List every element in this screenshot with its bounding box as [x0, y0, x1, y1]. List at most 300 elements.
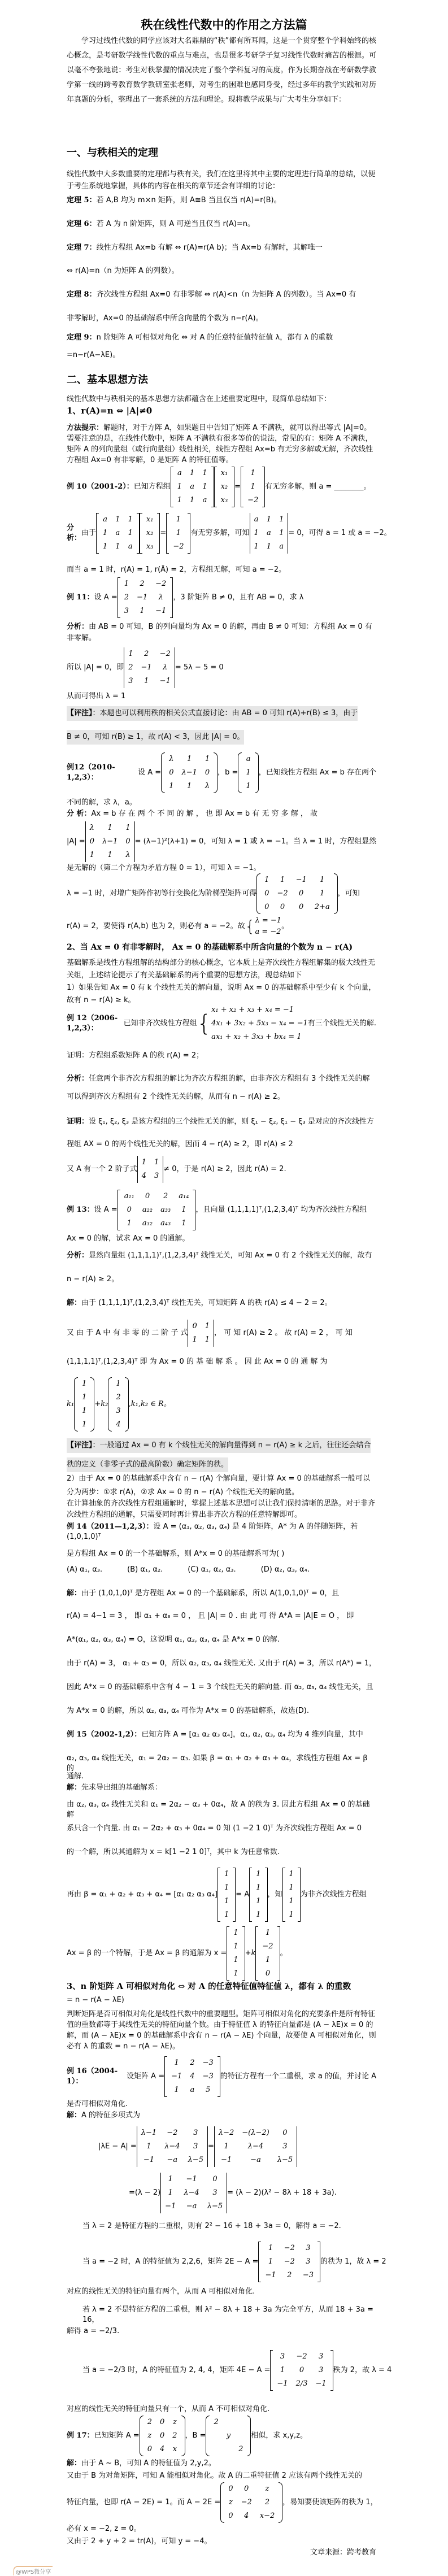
- text: 通解.: [67, 1772, 84, 1781]
- text: 对应的线性无关的特征向量有两个，从而 A 可相似对角化.: [67, 2287, 255, 2296]
- text: = A: [236, 1890, 250, 1899]
- wps-watermark: @WPS微分享: [14, 2566, 53, 2575]
- theorem-9-label: 定理 9：: [67, 333, 97, 342]
- comment-2b: [67, 1457, 376, 1472]
- matrix-cell: 1: [128, 650, 133, 658]
- point-2-note: 在计算抽象的齐次线性方程组通解时，掌握上述基本思想可以让我们保持清晰的思路。对于非齐次线性方程组的通解，只需要同时再计算出非齐次方程的任意特解即可。: [67, 1499, 376, 1519]
- determinant: [124, 647, 175, 688]
- example-13-label: 例 13：: [67, 1206, 94, 1214]
- matrix: [258, 2242, 320, 2282]
- matrix-cell: −1: [295, 876, 307, 884]
- matrix-cell: λ−5: [277, 2156, 293, 2164]
- text: 已知非齐次线性方程组: [123, 1019, 197, 1028]
- text: 由于: [81, 529, 97, 537]
- text: 设 A = (α₁, α₂, α₃, α₄) 是 4 阶矩阵，A* 为 A 的伴随矩阵，若 (1,0,1,0)ᵀ: [67, 1522, 358, 1541]
- matrix-cell: 1: [82, 1420, 87, 1429]
- text: k₁: [67, 1400, 75, 1408]
- matrix-cell: 1: [174, 2059, 179, 2067]
- theorem-9-text-a: n 阶矩阵 A 可相似对角化 ⇔ 对 A 的任意特征值特征值 λ，都有 λ 的重数: [96, 333, 333, 342]
- matrix-cell: 3: [124, 607, 129, 615]
- matrix: [171, 467, 214, 507]
- method-tip-label: 方法提示：: [67, 424, 104, 432]
- matrix-cell: 2: [124, 593, 129, 602]
- point-3-heading: 3、n 阶矩阵 A 可相似对角化 ⇔ 对 A 的任意特征值特征值 λ，都有 λ 的重数: [67, 1982, 351, 1991]
- theorem-8-text-a: 齐次线性方程组 Ax=0 有非零解 ⇔ r(A)<n（n 为矩阵 A 的列数）。当 Ax=0 有: [96, 290, 356, 299]
- text: ,k₁,k₂ ∈ R。: [128, 1400, 171, 1408]
- text: Ax = b 存 在 两 个 不 同 的 解 ， 也 即 Ax = b 有 无 穷 多 解 ， 故: [91, 810, 318, 818]
- example-16: [67, 2056, 376, 2097]
- text: ，可知: [337, 889, 360, 898]
- matrix-cell: 1: [289, 1897, 294, 1905]
- matrix-cell: −2: [167, 2129, 178, 2137]
- matrix-cell: 1: [168, 2175, 173, 2183]
- matrix-cell: λ: [89, 824, 94, 832]
- matrix-cell: −2: [284, 2257, 295, 2266]
- vector: [282, 1868, 301, 1922]
- matrix-cell: 4: [141, 1172, 146, 1180]
- determinant: [250, 513, 289, 554]
- determinant: [137, 1156, 164, 1183]
- matrix-cell: 1: [154, 1158, 159, 1167]
- matrix-cell: 0: [282, 2129, 288, 2137]
- example-12-label: 例12（2010-1,2,3）：: [67, 763, 115, 782]
- matrix-cell: a₄₃: [160, 1219, 171, 1228]
- text: |A| =: [67, 837, 85, 846]
- matrix-cell: 1: [250, 469, 255, 477]
- text: 由 α₂, α₃, α₄ 线性无关和 α₁ = 2α₂ − α₃ + 0α₄，故 A 的秩为 3. 因此方程组 Ax = 0 的基础解: [67, 1800, 370, 1819]
- matrix-cell: 1: [128, 529, 133, 537]
- example-10-analysis-2: 而当 a = 1 时，r(A) = 1, r(Ā) = 2，方程组无解，可知 a = −2。: [67, 565, 286, 574]
- text: 。: [281, 922, 289, 930]
- example-11-analysis-2: [67, 647, 376, 688]
- matrix-cell: −a: [167, 2156, 178, 2164]
- matrix-cell: x₃: [146, 542, 154, 551]
- text: +k: [245, 1949, 256, 1957]
- theorem-9-text-b: =n−r(A−λE)。: [67, 351, 120, 359]
- matrix-cell: 1: [224, 1911, 229, 1919]
- section-2-heading: 二、基本思想方法: [67, 374, 148, 386]
- example-16-label: 例 16（2004-1）：: [67, 2067, 118, 2086]
- text: 设 A =: [94, 593, 118, 602]
- matrix-cell: x₂: [220, 482, 228, 491]
- text: 的一个解，所以其通解为 x = k[1 −2 1 0]ᵀ，其中 k 为任意常数.: [67, 1848, 280, 1856]
- text: 又 由 于 A 中 有 非 零 的 二 阶 子 式: [67, 1329, 188, 1337]
- matrix-cell: 1: [116, 1380, 121, 1388]
- matrix-cell: 1: [280, 876, 285, 884]
- matrix: [140, 2416, 185, 2456]
- matrix-cell: 1: [233, 1942, 238, 1951]
- text: 为 A*x = 0 的解，所以 α₂, α₃, α₄ 可作为 A*x = 0 的基础解系，故选(D).: [67, 1707, 309, 1715]
- text: 必有 x = −2, z = 0。: [67, 2525, 141, 2533]
- matrix-cell: a: [254, 515, 259, 524]
- analysis-label: 分析：: [67, 524, 82, 542]
- matrix-cell: a: [103, 515, 108, 524]
- matrix-cell: −1: [165, 2202, 176, 2211]
- matrix-cell: 0: [244, 2484, 249, 2493]
- matrix-cell: 1: [246, 782, 251, 790]
- matrix-cell: 1: [254, 529, 259, 537]
- proof-label: 证明：: [67, 1117, 89, 1126]
- matrix-cell: 1: [279, 529, 284, 537]
- matrix-cell: λ−4: [247, 2142, 264, 2151]
- text: 又 A 有一个 2 阶子式: [67, 1165, 137, 1173]
- matrix-cell: 1: [265, 1929, 271, 1937]
- example-10-tail: 有无穷多解，则 a = ________。: [265, 482, 371, 491]
- text: 若 λ = 2 不是特征方程的二重根，则 λ² − 8λ + 18 + 3a 为完全平方，从而 18 + 3a = 16，: [82, 2305, 373, 2324]
- text: 又由于 2 + y + 2 = tr(A)，可知 y = −4。: [67, 2537, 212, 2545]
- matrix-cell: 3: [193, 2142, 198, 2151]
- theorem-5-text: 若 A,B 均为 m×n 矩阵，则 A≅B 当且仅当 r(A)=r(B)。: [96, 196, 281, 204]
- matrix-cell: λ: [169, 755, 174, 763]
- text: A 的特征多项式为: [81, 2111, 141, 2120]
- matrix-cell: a: [190, 2086, 195, 2094]
- matrix-cell: 1: [124, 580, 129, 588]
- matrix-cell: z: [265, 2484, 269, 2493]
- option-c: (C) α₁, α₂, α₃.: [188, 1565, 236, 1574]
- text: ，且向量 (1,1,1,1)ᵀ,(1,2,3,4)ᵀ 均为齐次线性方程组: [195, 1206, 367, 1214]
- matrix-cell: a: [202, 496, 207, 504]
- matrix-cell: 0: [169, 768, 174, 777]
- matrix-cell: 1: [187, 782, 192, 790]
- text: Ax = β 的一个特解，于是 Ax = β 的通解为 x =: [67, 1949, 227, 1957]
- matrix-cell: x₃: [220, 496, 228, 504]
- matrix-cell: 1: [82, 1407, 87, 1415]
- matrix-cell: x−2: [259, 2512, 275, 2520]
- vector: [166, 513, 190, 554]
- matrix-cell: 1: [187, 755, 192, 763]
- matrix-cell: 1: [103, 542, 108, 551]
- solution-label: 解：: [67, 2459, 82, 2468]
- comment-1: [67, 706, 376, 721]
- matrix-cell: 2: [172, 2431, 177, 2440]
- matrix-cell: 1: [224, 1870, 229, 1878]
- matrix-cell: λ−4: [184, 2188, 199, 2197]
- matrix-cell: −2: [277, 889, 288, 898]
- example-11-analysis: [67, 621, 376, 644]
- matrix-cell: −3: [202, 2059, 214, 2067]
- matrix-cell: 1: [233, 1956, 238, 1964]
- example-12b-proof-2: [67, 1156, 376, 1183]
- text: = 0，可得 a = 1 或 a = −2。: [288, 529, 392, 537]
- matrix-cell: 1: [140, 607, 145, 615]
- matrix-cell: a₃₂: [142, 1219, 153, 1228]
- comment-2: [67, 1438, 376, 1453]
- matrix-cell: [223, 2416, 234, 2429]
- matrix-cell: 3: [128, 677, 133, 685]
- point-3-heading-2: = n − r(A − λE): [67, 1996, 124, 2004]
- matrix-cell: −2: [241, 2498, 252, 2507]
- matrix-cell: 1: [264, 876, 269, 884]
- matrix-cell: 1: [143, 677, 149, 685]
- matrix-cell: 4: [159, 2445, 165, 2453]
- matrix-cell: −1: [136, 593, 148, 602]
- example-12-analysis-3: [67, 873, 376, 914]
- matrix-cell: 0: [159, 2431, 165, 2440]
- solution-label: 解：: [67, 2111, 82, 2120]
- text: 。: [280, 1949, 288, 1957]
- point-3-intro: 判断矩阵是否可相似对角化是线性代数中的重要题型。矩阵可相似对角化的充要条件是所有特征值的重数都等于其线性无关的特征向量个数。由于特征值 λ 的特征向量都是 (A − λE)x = 0 的解，而 (A − λE)x = 0 的基础解系中含有 n − r(A − λE) 个向量，故要使 A 可相似对角化，则必有 λ 的重数 = n − r(A − λE)。: [67, 2010, 376, 2051]
- text: 设矩阵 A =: [127, 2072, 165, 2081]
- text: λ = −1: [255, 916, 282, 925]
- theorem-8-text-b: 非零解时，Ax=0 的基础解系中所含向量的个数为 n−r(A)。: [67, 314, 263, 323]
- matrix-cell: 2: [143, 650, 149, 658]
- analysis-label: 分析：: [67, 1251, 89, 1260]
- matrix: [161, 752, 218, 793]
- text: r(A) = 2，要使得 r(A,b) 也为 2，则必有 a = −2。故: [67, 922, 245, 930]
- matrix-cell: 2: [147, 2418, 152, 2426]
- analysis-label: 分析：: [67, 1074, 89, 1083]
- section-1-intro: 线性代数中大多数重要的定理都与秩有关，我们在这里将其中主要的定理进行简单的总结，以便于考生系统地掌握，具体的内容在相关的章节还会有详细的讨论：: [67, 170, 376, 190]
- matrix-cell: 2: [140, 580, 145, 588]
- matrix-cell: z: [172, 2418, 177, 2426]
- matrix-cell: −1: [159, 677, 171, 685]
- matrix-cell: 1: [89, 851, 94, 859]
- matrix-cell: −1: [220, 2156, 232, 2164]
- example-10-label: 例 10（2001-2）：: [67, 482, 134, 491]
- matrix-cell: x₁: [146, 515, 154, 524]
- matrix-cell: 3: [212, 2188, 218, 2197]
- matrix-cell: 3: [154, 1172, 159, 1180]
- matrix-cell: 3: [306, 2244, 311, 2252]
- intro-paragraph: 学习过线性代数的同学应该对大名鼎鼎的“秩”都有所耳闻，这是一个贯穿整个学科始终的核心概念，是考研数学线性代数的重点与难点，也是很多考研学子复习线性代数时痛苦的根源。可以毫不夸张地说：考生对秩掌握的情况决定了整个学科复习的高度。作为长期奋战在考研数学教学第一线的跨考教育数学教研室张老师，对考生的困难也感同身受，经过多年的教学实践和对历年真题的分析，整理出了一套系统的方法和理论。现将教学成果与广大考生分享如下：: [67, 37, 376, 104]
- solution-label: 解：: [67, 1783, 82, 1792]
- example-10-text: 已知方程组: [133, 482, 171, 491]
- text: 由于 (1,1,1,1)ᵀ,(1,2,3,4)ᵀ 线性无关，可知矩阵 A 的秩 r(A) ≤ 4 − 2 = 2。: [81, 1299, 332, 1307]
- text: 设 A =: [138, 768, 162, 777]
- text: = (λ − 2)(λ² − 8λ + 18 + 3a).: [227, 2188, 337, 2197]
- matrix-cell: 0: [265, 1969, 271, 1978]
- text: ，3 阶矩阵 B ≠ 0，且有 AB = 0，求 λ: [173, 593, 304, 602]
- matrix-cell: a: [177, 469, 182, 477]
- example-14-options: [67, 1565, 376, 1575]
- method-tip: [67, 423, 376, 465]
- text: =(λ − 2): [129, 2188, 161, 2197]
- matrix-cell: 1: [176, 515, 181, 524]
- matrix-cell: −1: [265, 2271, 276, 2279]
- article-source: 文章来源：跨考教育: [310, 2548, 376, 2557]
- matrix-cell: 1: [256, 1870, 261, 1878]
- matrix-cell: 0: [212, 2175, 218, 2183]
- matrix-cell: 0: [264, 903, 269, 911]
- text: A*(α₁, α₂, α₃, α₄) = O，这说明 α₁, α₂, α₃, α₄ 是 A*x = 0 的解.: [67, 1635, 280, 1644]
- matrix-cell: 2/3: [295, 2379, 308, 2388]
- text: 设 ξ₁, ξ₂, ξ₃ 是该方程组的三个线性无关的解，则 ξ₁ − ξ₂, ξ₁ − ξ₃ 是对应的齐次线性方程组 AX = 0 的两个线性无关的解，因而 4 − r(A) ≥ 2，即 r(A) ≤ 2: [67, 1117, 374, 1148]
- matrix-cell: 2: [238, 2445, 243, 2453]
- matrix: [270, 2350, 333, 2391]
- matrix-cell: −2: [262, 1942, 273, 1951]
- text: 显然向量组 (1,1,1,1)ᵀ,(1,2,3,4)ᵀ 线性无关，可知 Ax = 0 有 2 个线性无关的解，故有: [89, 1251, 372, 1260]
- example-12-determinant: [67, 821, 376, 862]
- point-2-heading: 2、当 Ax = 0 有非零解时， Ax = 0 的基础解系中所含向量的个数为 n − r(A): [67, 943, 353, 952]
- matrix-cell: 0: [192, 1322, 197, 1330]
- matrix-cell: 3: [280, 2352, 285, 2361]
- matrix-cell: 1: [127, 1219, 132, 1228]
- matrix: [206, 2416, 251, 2456]
- point-2-item-1: 1）如果告知 Ax = 0 有 k 个线性无关的解向量，说明 Ax = 0 的基础解系中至少有 k 个向量，故有 n − r(A) ≥ k。: [67, 984, 376, 1004]
- example-17-step-3: [67, 2482, 376, 2523]
- matrix-cell: a: [190, 482, 195, 491]
- matrix-cell: −1: [171, 2072, 182, 2081]
- text: 设 A =: [94, 1206, 118, 1214]
- matrix: [220, 2482, 282, 2523]
- matrix-cell: 1: [265, 1956, 271, 1964]
- matrix-cell: λ−1: [181, 768, 197, 777]
- text: (1,1,1,1)ᵀ,(1,2,3,4)ᵀ 即 为 Ax = 0 的 基 础 解 系 。 因 此 Ax = 0 的 通 解 为: [67, 1357, 328, 1366]
- example-12: [67, 752, 376, 793]
- example-12b: 例 12（2006-1,2,3）： 已知非齐次线性方程组 { x₁ + x₂ + x₃ + x₄ = −1 4x₁ + 3x₂ + 5x₃ − x₄ = −1 ax₁ + x₂ + 3x₃ + bx₄ = 1 有三个线性无关的解.: [67, 1006, 376, 1041]
- example-14-question-2: 是方程组 Ax = 0 的一个基础解系，则 A*x = 0 的基础解系可为( ): [67, 1550, 285, 1558]
- matrix-cell: 0: [89, 837, 94, 846]
- option-b: (B) α₁, α₂.: [127, 1565, 163, 1574]
- matrix-cell: 0: [127, 1206, 132, 1214]
- matrix-cell: 1: [177, 496, 182, 504]
- example-13-question-2: Ax = 0 的解，试求 Ax = 0 的通解。: [67, 1234, 190, 1243]
- theorem-7-text-a: 线性方程组 Ax=b 有解 ⇔ r(A)=r(A b)；当 Ax=b 有解时，其解唯一: [96, 243, 323, 252]
- text: 秩的定义（非零子式的最高阶数）确定矩阵的秩。: [67, 1457, 228, 1472]
- matrix-cell: 5: [206, 2086, 211, 2094]
- matrix-cell: 1: [82, 1393, 87, 1402]
- matrix-cell: λ−1: [141, 2129, 157, 2137]
- matrix-cell: 1: [289, 1870, 294, 1878]
- example-17-label: 例 17：: [67, 2431, 94, 2440]
- matrix-cell: 1: [254, 542, 259, 551]
- matrix-cell: 1: [266, 542, 272, 551]
- matrix-cell: 0: [159, 2418, 165, 2426]
- matrix-cell: 2+a: [314, 903, 330, 911]
- text: ax₁ + x₂ + 3x₃ + bx₄ = 1: [211, 1033, 302, 1041]
- matrix-cell: λ−1: [102, 837, 118, 846]
- matrix: [118, 1190, 196, 1230]
- matrix-cell: 1: [256, 1911, 261, 1919]
- matrix-cell: 0: [299, 2366, 305, 2374]
- matrix-cell: 1: [115, 542, 120, 551]
- text: 秩为 2，故 λ = 4: [333, 2366, 392, 2374]
- text: ，b =: [218, 768, 238, 777]
- vector: [227, 1926, 245, 1981]
- theorem-5-label: 定理 5：: [67, 196, 97, 204]
- matrix-cell: 1: [181, 1206, 186, 1214]
- example-label: 例 12（2006-1,2,3）：: [67, 1014, 118, 1033]
- solution-label: 解：: [67, 1299, 82, 1307]
- text: x₁ + x₂ + x₃ + x₄ = −1: [211, 1006, 294, 1014]
- example-10-analysis: 分析： 由于 a 1 1 1 a 1 1 1 a x₁ x₂ x₃ = 1 1 −2 有无穷多解，可知 a 1 1 1 a 1 1 1 a = 0，可得 a = 1 或 a = −2。: [67, 513, 376, 554]
- example-12-question-2: 不同的解，求 λ，a。: [67, 798, 137, 807]
- text: 由于 (1,0,1,0)ᵀ 是方程组 Ax = 0 的一个基础解系，所以 A(1,0,1,0)ᵀ = 0，且: [81, 1589, 340, 1598]
- point-2-item-2: 2）由于 Ax = 0 的基础解系中含有 n − r(A) 个解向量，要计算 Ax = 0 的基础解系一般可以分为两步：①求 r(A)，②求 Ax = 0 的 n − r(A) 个线性无关的解向量。: [67, 1474, 370, 1496]
- matrix-cell: a₁₄: [179, 1192, 189, 1200]
- example-11-label: 例 11：: [67, 593, 94, 602]
- matrix-cell: x₂: [146, 529, 154, 537]
- matrix-cell: [210, 2443, 222, 2456]
- example-10: 例 10（2001-2）： 已知方程组 a 1 1 1 a 1 1 1 a x₁ x₂ x₃ = 1 1 −2 有无穷多解，则 a = ________。: [67, 467, 376, 507]
- example-12-analysis-4: r(A) = 2，要使得 r(A,b) 也为 2，则必有 a = −2。故 { λ = −1 a = −2 。: [67, 916, 289, 936]
- matrix-cell: a₂₂: [142, 1206, 153, 1214]
- text: α₂, α₃, α₄ 线性无关，α₁ = 2α₂ − α₃. 如果 β = α₁ + α₂ + α₃ + α₄，求线性方程组 Ax = β 的: [67, 1754, 368, 1773]
- text: 先求导出组的基础解系：: [81, 1783, 163, 1792]
- theorem-7: [67, 243, 376, 253]
- matrix-cell: 1: [202, 469, 207, 477]
- matrix-cell: λ−5: [207, 2202, 223, 2211]
- text: +k₂: [94, 1400, 108, 1408]
- matrix-cell: −2: [296, 2352, 307, 2361]
- matrix-cell: λ: [163, 663, 168, 672]
- matrix-cell: 4: [190, 2072, 195, 2081]
- matrix-cell: 1: [125, 824, 131, 832]
- text: 再由 β = α₁ + α₂ + α₃ + α₄ = [α₁ α₂ α₃ α₄]: [67, 1890, 218, 1899]
- text: =: [207, 2142, 214, 2151]
- matrix: [118, 577, 173, 618]
- matrix-cell: −a: [186, 2202, 197, 2211]
- text: 相似，求 x,y,z。: [251, 2431, 308, 2440]
- matrix-cell: 1: [224, 2142, 229, 2151]
- analysis-label: 分 析：: [67, 810, 92, 818]
- matrix-cell: λ: [125, 851, 131, 859]
- matrix-cell: λ−5: [188, 2156, 203, 2164]
- text: 4x₁ + 3x₂ + 5x₃ − x₄ = −1: [211, 1019, 308, 1028]
- matrix-cell: 1: [168, 2188, 173, 2197]
- matrix-cell: 1: [107, 851, 112, 859]
- text: 特征向量，也即 r(A − 2E) = 1。而 A − 2E =: [67, 2498, 221, 2507]
- text: r(A) = 4−1 = 3 ， 即 α₁ + α₃ = 0 ， 且 |A| = 0 . 由 此 可 得 A*A = |A|E = O ， 即: [67, 1612, 354, 1620]
- text: 有三个线性无关的解.: [307, 1019, 376, 1028]
- vector: [255, 1926, 280, 1981]
- matrix-cell: x₁: [220, 469, 228, 477]
- matrix: [164, 2056, 220, 2097]
- text: 的特征方程有一个二重根，求 a 的值，并讨论 A: [220, 2072, 376, 2081]
- matrix-cell: 1: [82, 1380, 87, 1388]
- text: 当 a = −2/3 时，A 的特征值为 2, 4, 4，矩阵 4E − A =: [82, 2366, 271, 2374]
- solution-label: 解：: [67, 1589, 82, 1598]
- matrix-cell: 1: [146, 2142, 151, 2151]
- matrix-cell: −a: [250, 2156, 261, 2164]
- theorem-6-label: 定理 6：: [67, 220, 97, 228]
- example-17: [67, 2416, 376, 2456]
- matrix-cell: z: [147, 2431, 152, 2440]
- matrix-cell: 4: [244, 2512, 249, 2520]
- text: 由于 A ~ B，可知 A 的特征值为 2,y,2。: [81, 2459, 216, 2468]
- matrix-cell: 1: [289, 1911, 294, 1919]
- matrix-cell: 1: [107, 824, 112, 832]
- theorem-8-label: 定理 8：: [67, 290, 97, 299]
- determinant: [214, 2126, 297, 2167]
- matrix-cell: 1: [202, 482, 207, 491]
- matrix-cell: 1: [268, 2257, 273, 2266]
- matrix-cell: [223, 2443, 234, 2456]
- text: 因此 A*x = 0 的基础解系中含有 4 − 1 = 3 个线性无关的解向量. 而 α₂, α₃, α₄ 线性无关，且: [67, 1683, 373, 1691]
- matrix-cell: a: [279, 542, 284, 551]
- matrix-cell: 1: [320, 889, 325, 898]
- text: 系只含一个向量. 由 α₁ − 2α₂ + α₃ + 0α₄ = 0 知 (1 −2 1 0)ᵀ 为齐次线性方程组 Ax = 0: [67, 1824, 362, 1833]
- text: 是否可相似对角化.: [67, 2100, 128, 2108]
- example-16-case-2: [67, 2350, 392, 2391]
- text: ，易知要使该矩阵的秩为 1，: [282, 2498, 378, 2507]
- method-tip-text: 解题时，对于方阵 A，如果题目中告知了矩阵 A 不满秩，就可以得出等式 |A|=0。需要注意的是，在线性代数中，矩阵 A 不满秩有很多等价的说法，常见的有：矩阵 A 不满秩，矩阵 A 的列向量组（或行向量组）线性相关，线性方程组 Ax=b 有无穷多解或无解，齐次线性方程组 Ax=0 有非零解，0 是矩阵 A 的特征值等。: [67, 424, 373, 464]
- matrix-cell: [234, 2429, 247, 2443]
- matrix-cell: 4: [116, 1420, 121, 1429]
- matrix-cell: 1: [320, 876, 325, 884]
- theorem-6: [67, 219, 376, 229]
- matrix-cell: −1: [315, 2379, 327, 2388]
- matrix-cell: −1: [155, 607, 167, 615]
- text: 由于 r(A) = 3， α₁ + α₃ = 0，所以 α₂, α₃, α₄ 线性无关. 又由于 r(A) = 3，所以 r(A*) = 1，: [67, 1659, 377, 1668]
- matrix-cell: 1: [266, 515, 272, 524]
- matrix-cell: −3: [302, 2271, 314, 2279]
- matrix-cell: −1: [186, 2175, 197, 2183]
- matrix-cell: 1: [181, 1219, 186, 1228]
- matrix-cell: −1: [277, 2379, 288, 2388]
- vector: [74, 1377, 94, 1431]
- matrix-cell: 1: [268, 2244, 273, 2252]
